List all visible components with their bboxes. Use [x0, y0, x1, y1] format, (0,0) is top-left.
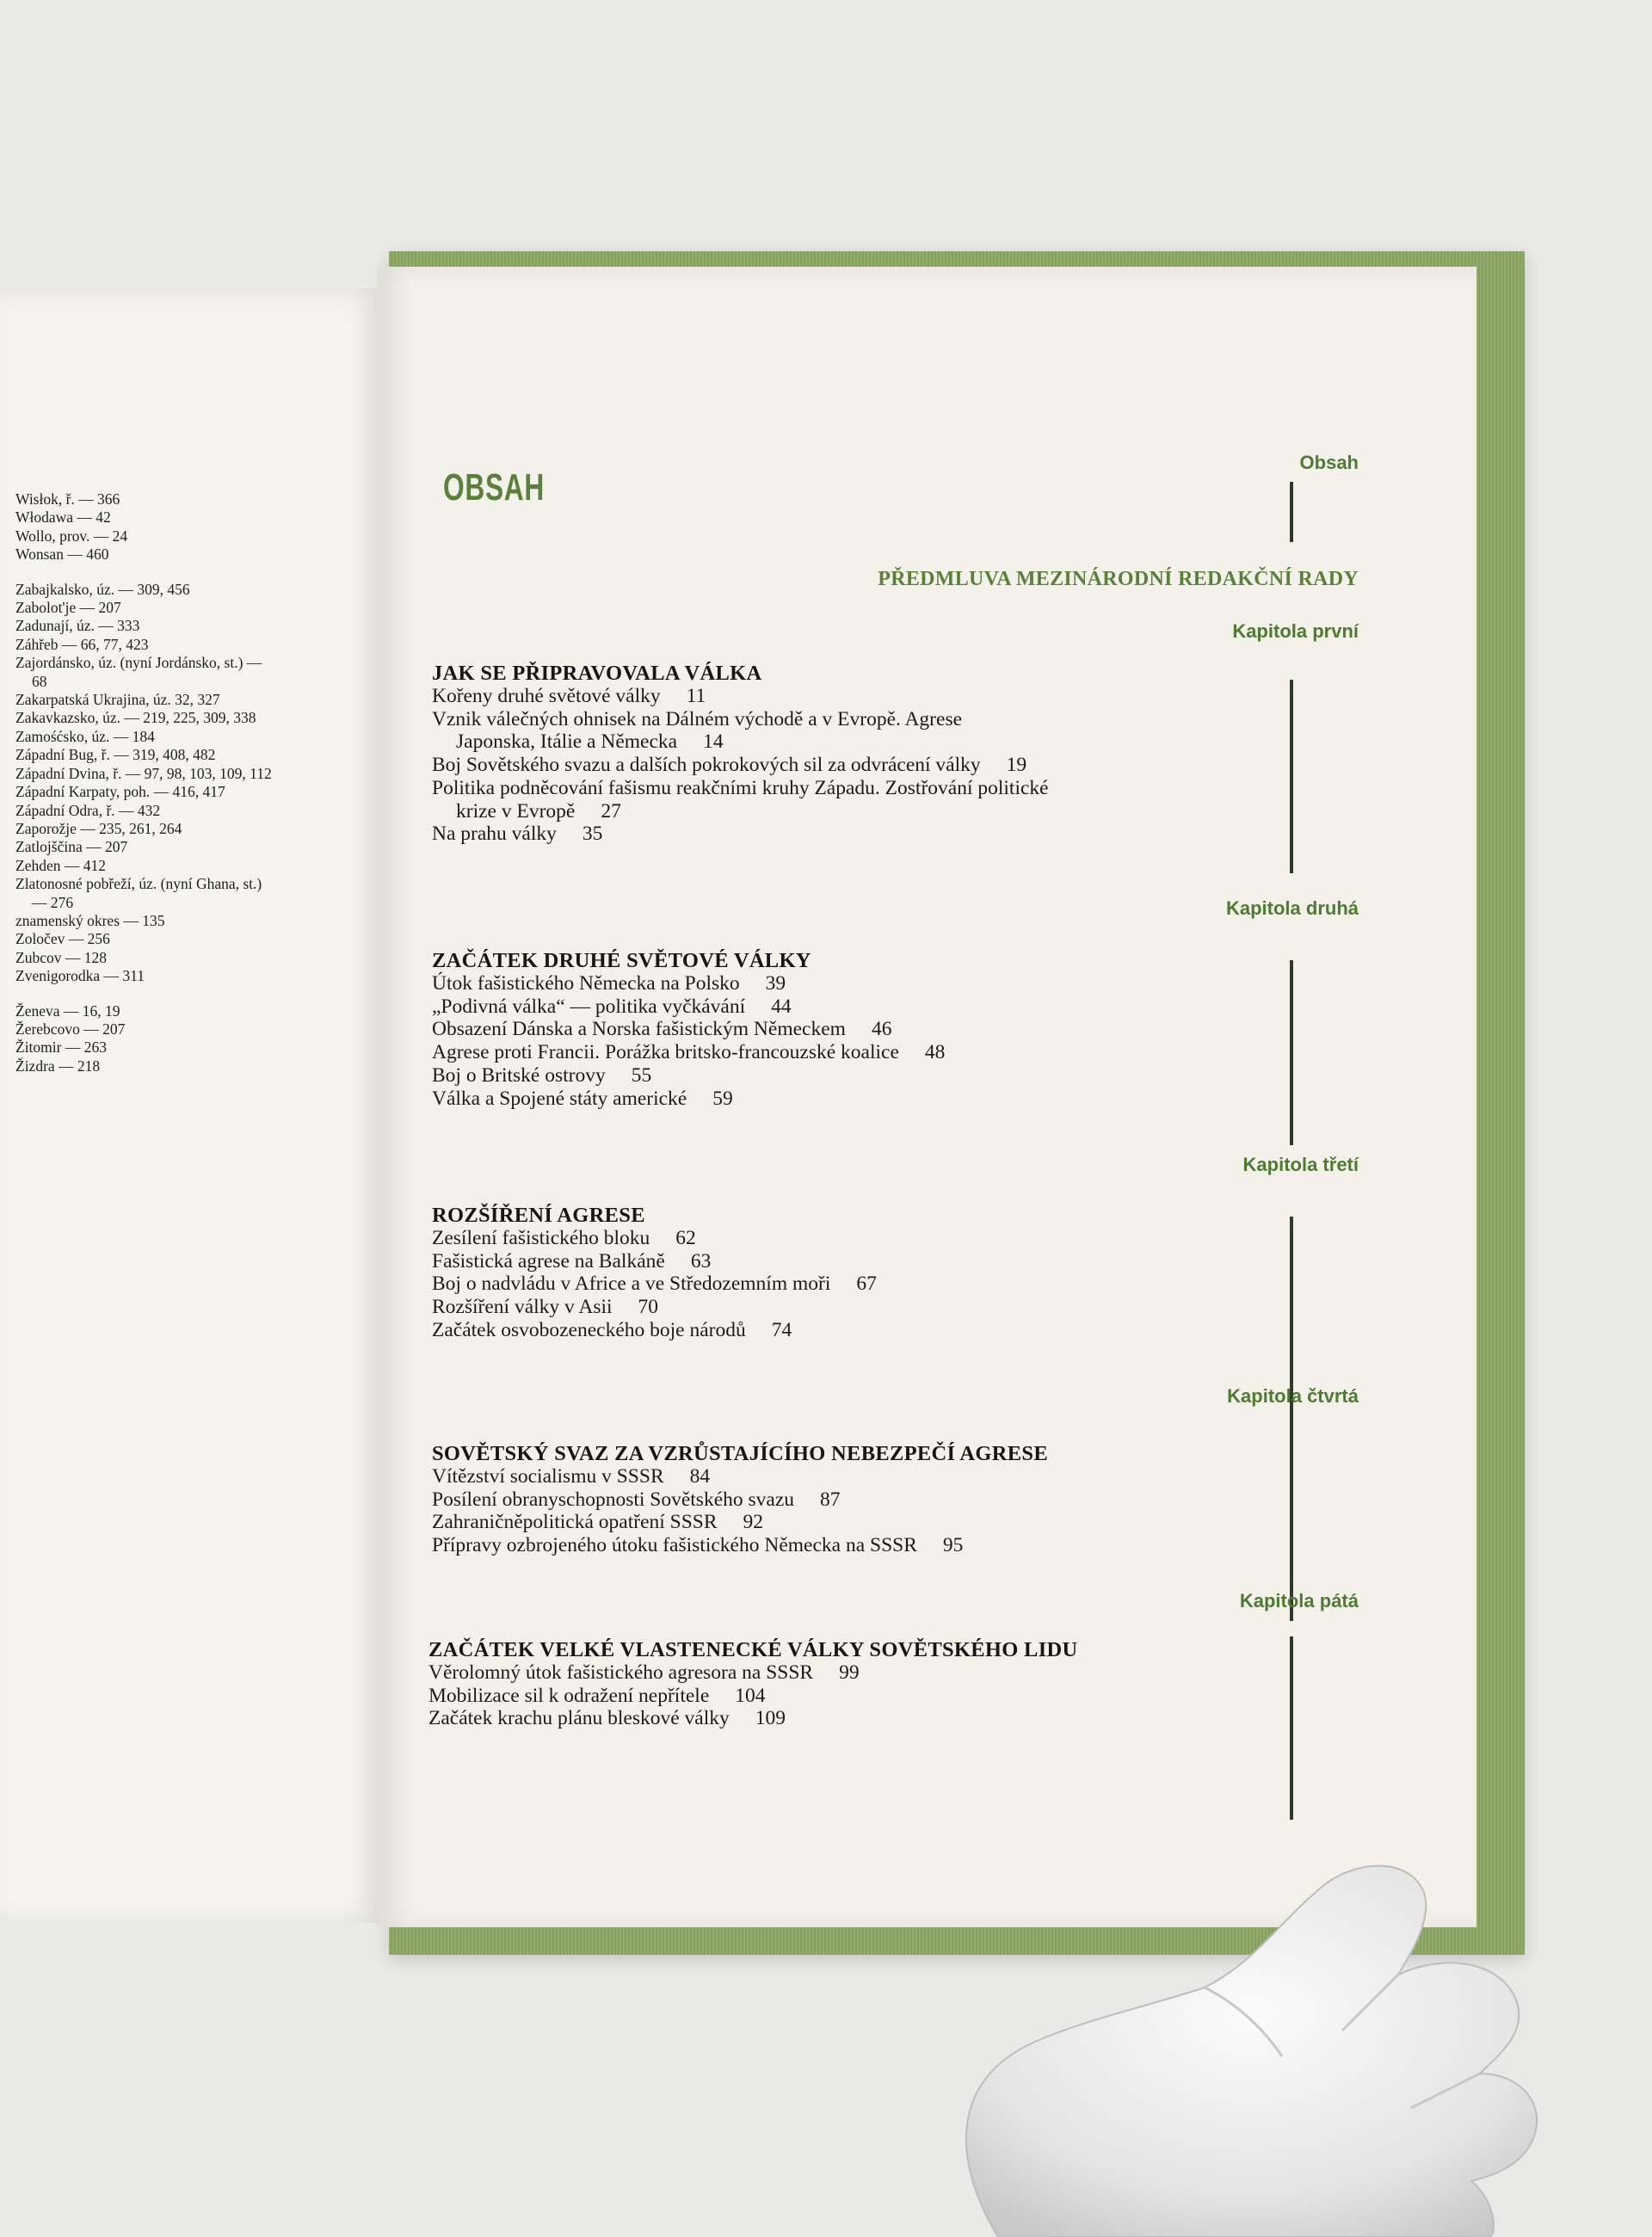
chapter-title: ZAČÁTEK VELKÉ VLASTENECKÉ VÁLKY SOVĚTSKÉHO LIDU	[428, 1638, 1078, 1661]
toc-page-number: 92	[743, 1511, 764, 1534]
toc-entry	[432, 1018, 1206, 1041]
toc-entry-title: Agrese proti Francii. Porážka britsko-francouzské koalice	[432, 1041, 899, 1064]
toc-page-number: 95	[942, 1534, 964, 1557]
tab-marker-bar	[1290, 1217, 1293, 1621]
toc-page-number: 48	[924, 1041, 946, 1064]
chapter-title: JAK SE PŘIPRAVOVALA VÁLKA	[432, 662, 762, 685]
toc-entry-title-cont: krize v Evropě	[456, 799, 576, 823]
toc-entry	[432, 1488, 1206, 1512]
toc-entry-title: Mobilizace sil k odražení nepřítele	[428, 1684, 710, 1707]
toc-page-number: 27	[601, 799, 621, 823]
chapter-title: ROZŠÍŘENÍ AGRESE	[432, 1204, 645, 1227]
index-entry: Západní Odra, ř. — 432	[15, 801, 161, 819]
toc-page-number: 39	[765, 972, 786, 995]
toc-entry	[432, 1088, 1206, 1111]
chapter-entries	[432, 972, 1206, 1110]
index-spacer	[15, 564, 274, 581]
toc-entry-title-cont: Japonska, Itálie a Německa	[456, 730, 678, 754]
chapter-3	[432, 1204, 1206, 1342]
tab-obsah: Obsah	[1299, 452, 1359, 473]
toc-entry-title: Zahraničněpolitická opatření SSSR	[432, 1511, 718, 1534]
index-entry: Zubcov — 128	[15, 948, 107, 966]
toc-entry	[432, 1250, 1206, 1273]
index-entry: Zabolot'je — 207	[15, 599, 121, 617]
chapter-entries	[432, 685, 1206, 846]
toc-entry	[428, 1685, 1203, 1708]
toc-page-number: 19	[1006, 754, 1027, 777]
index-entry: Západní Karpaty, poh. — 416, 417	[15, 783, 225, 801]
toc-entry	[432, 972, 1206, 995]
right-page	[377, 267, 1476, 1927]
toc-entry-title: Boj o Britské ostrovy	[432, 1063, 606, 1087]
index-entry: Žitomir — 263	[15, 1038, 107, 1057]
toc-page-number: 99	[839, 1661, 860, 1684]
index-entry: Zajordánsko, úz. (nyní Jordánsko, st.) — 68	[15, 654, 262, 690]
tab-kapitola-ctvrta: Kapitola čtvrtá	[1227, 1385, 1359, 1407]
toc-entry	[432, 995, 1206, 1019]
index-entry: znamenský okres — 135	[15, 911, 165, 929]
glove-hand	[895, 1790, 1652, 2237]
toc-page-number: 63	[690, 1249, 712, 1273]
toc-entry-title: Útok fašistického Německa na Polsko	[432, 972, 740, 995]
chapter-title: ZAČÁTEK DRUHÉ SVĚTOVÉ VÁLKY	[432, 949, 811, 972]
toc-entry	[428, 1661, 1203, 1685]
toc-entry-title: Začátek osvobozeneckého boje národů	[432, 1318, 746, 1341]
toc-entry-title: Vítězství socialismu v SSSR	[432, 1465, 664, 1488]
index-entry: Zabajkalsko, úz. — 309, 456	[15, 580, 190, 598]
index-entry: Zoločev — 256	[15, 930, 110, 948]
chapter-5	[428, 1638, 1203, 1730]
toc-page-number: 109	[755, 1707, 786, 1730]
toc-entry	[432, 1296, 1206, 1319]
index-entry: Zehden — 412	[15, 856, 106, 874]
tab-kapitola-pata: Kapitola pátá	[1239, 1590, 1359, 1612]
index-entry: Zakarpatská Ukrajina, úz. 32, 327	[15, 691, 220, 709]
toc-page-number: 87	[820, 1488, 841, 1511]
index-entry: Žizdra — 218	[15, 1057, 101, 1075]
tab-marker-bar	[1290, 960, 1293, 1145]
toc-page-number: 104	[735, 1684, 766, 1707]
tab-kapitola-prvni: Kapitola první	[1232, 620, 1359, 642]
toc-entry-title: „Podivná válka“ — politika vyčkávání	[432, 995, 746, 1018]
toc-entry-title: Rozšíření války v Asii	[432, 1296, 613, 1319]
index-entry: Západní Dvina, ř. — 97, 98, 103, 109, 112	[15, 764, 272, 782]
toc-entry-title: Fašistická agrese na Balkáně	[432, 1249, 665, 1273]
index-entry: Zamośćsko, úz. — 184	[15, 727, 155, 745]
toc-entry-title: Politika podněcování fašismu reakčními kruhy Západu. Zostřování politické	[432, 776, 1049, 799]
toc-entry	[432, 1534, 1206, 1557]
index-entry: Wonsan — 460	[15, 545, 109, 564]
index-entry: Zadunají, úz. — 333	[15, 617, 140, 635]
index-entry: Zlatonosné pobřeží, úz. (nyní Ghana, st.) — 276	[15, 875, 262, 911]
index-entry: Západní Bug, ř. — 319, 408, 482	[15, 746, 216, 764]
toc-entry	[432, 1227, 1206, 1250]
index-entry: Žerebcovo — 207	[15, 1020, 126, 1038]
toc-entry-title: Boj o nadvládu v Africe a ve Středozemním moři	[432, 1273, 831, 1296]
toc-entry-continuation	[432, 800, 1206, 823]
toc-page-number: 84	[689, 1465, 711, 1488]
tab-kapitola-druha: Kapitola druhá	[1225, 897, 1359, 919]
toc-entry	[432, 777, 1206, 800]
toc-entry	[432, 1319, 1206, 1342]
toc-page-number: 46	[871, 1018, 892, 1041]
toc-page-number: 67	[856, 1273, 877, 1296]
toc-entry-title: Zesílení fašistického bloku	[432, 1227, 650, 1249]
toc-entry-continuation	[432, 730, 1206, 754]
toc-entry	[428, 1707, 1203, 1730]
toc-entry-title: Boj Sovětského svazu a dalších pokrokových sil za odvrácení války	[432, 754, 981, 777]
toc-entry	[432, 685, 1206, 708]
toc-page-number: 35	[582, 823, 603, 846]
toc-page-number: 14	[703, 730, 724, 754]
toc-page-number: 59	[712, 1087, 733, 1110]
page-title: OBSAH	[443, 466, 546, 508]
toc-entry-title: Kořeny druhé světové války	[432, 685, 661, 707]
index-entry: Wollo, prov. — 24	[15, 527, 128, 545]
toc-entry	[432, 1064, 1206, 1088]
toc-entry-title: Přípravy ozbrojeného útoku fašistického Německa na SSSR	[432, 1534, 917, 1557]
toc-entry-title: Na prahu války	[432, 823, 557, 846]
toc-entry	[432, 708, 1206, 731]
toc-entry	[432, 754, 1206, 777]
toc-entry	[432, 1041, 1206, 1064]
toc-page-number: 62	[675, 1227, 696, 1249]
index-entry: Záhřeb — 66, 77, 423	[15, 635, 149, 653]
toc-page-number: 74	[771, 1318, 792, 1341]
chapter-entries	[432, 1227, 1206, 1342]
chapter-1	[432, 662, 1206, 846]
tab-marker-bar	[1290, 482, 1293, 542]
toc-entry-title: Posílení obranyschopnosti Sovětského svazu	[432, 1488, 795, 1511]
chapter-title: SOVĚTSKÝ SVAZ ZA VZRŮSTAJÍCÍHO NEBEZPEČÍ AGRESE	[432, 1442, 1048, 1465]
toc-page-number: 44	[771, 995, 792, 1018]
index-entry: Wisłok, ř. — 366	[15, 490, 120, 508]
toc-page-number: 55	[631, 1063, 652, 1087]
chapter-entries	[432, 1465, 1206, 1557]
foreword-heading: PŘEDMLUVA MEZINÁRODNÍ REDAKČNÍ RADY	[878, 568, 1359, 590]
toc-page-number: 11	[686, 685, 706, 707]
toc-entry	[432, 1465, 1206, 1488]
toc-entry	[432, 823, 1206, 846]
index-entry: Zatlojščina — 207	[15, 838, 128, 856]
index-entry: Zaporožje — 235, 261, 264	[15, 819, 182, 837]
toc-entry-title: Začátek krachu plánu bleskové války	[428, 1707, 730, 1730]
toc-entry-title: Věrolomný útok fašistického agresora na SSSR	[428, 1661, 814, 1684]
toc-page-number: 70	[638, 1296, 659, 1319]
toc-entry-title: Válka a Spojené státy americké	[432, 1087, 687, 1110]
chapter-4	[432, 1442, 1206, 1557]
chapter-2	[432, 949, 1206, 1110]
index-spacer	[15, 986, 274, 1002]
toc-entry	[432, 1273, 1206, 1296]
toc-entry-title: Vznik válečných ohnisek na Dálném východě a v Evropě. Agrese	[432, 707, 963, 730]
index-entry: Zakavkazsko, úz. — 219, 225, 309, 338	[15, 709, 256, 727]
index-entry: Ženeva — 16, 19	[15, 1001, 120, 1020]
toc-entry-title: Obsazení Dánska a Norska fašistickým Německem	[432, 1018, 846, 1041]
index-entry: Zvenigorodka — 311	[15, 967, 145, 985]
tab-marker-bar	[1290, 680, 1293, 873]
tab-kapitola-treti: Kapitola třetí	[1242, 1154, 1359, 1175]
chapter-entries	[428, 1661, 1203, 1730]
toc-entry	[432, 1511, 1206, 1534]
index-entry: Włodawa — 42	[15, 508, 111, 527]
index-list	[15, 490, 274, 1075]
left-page	[0, 288, 383, 1923]
